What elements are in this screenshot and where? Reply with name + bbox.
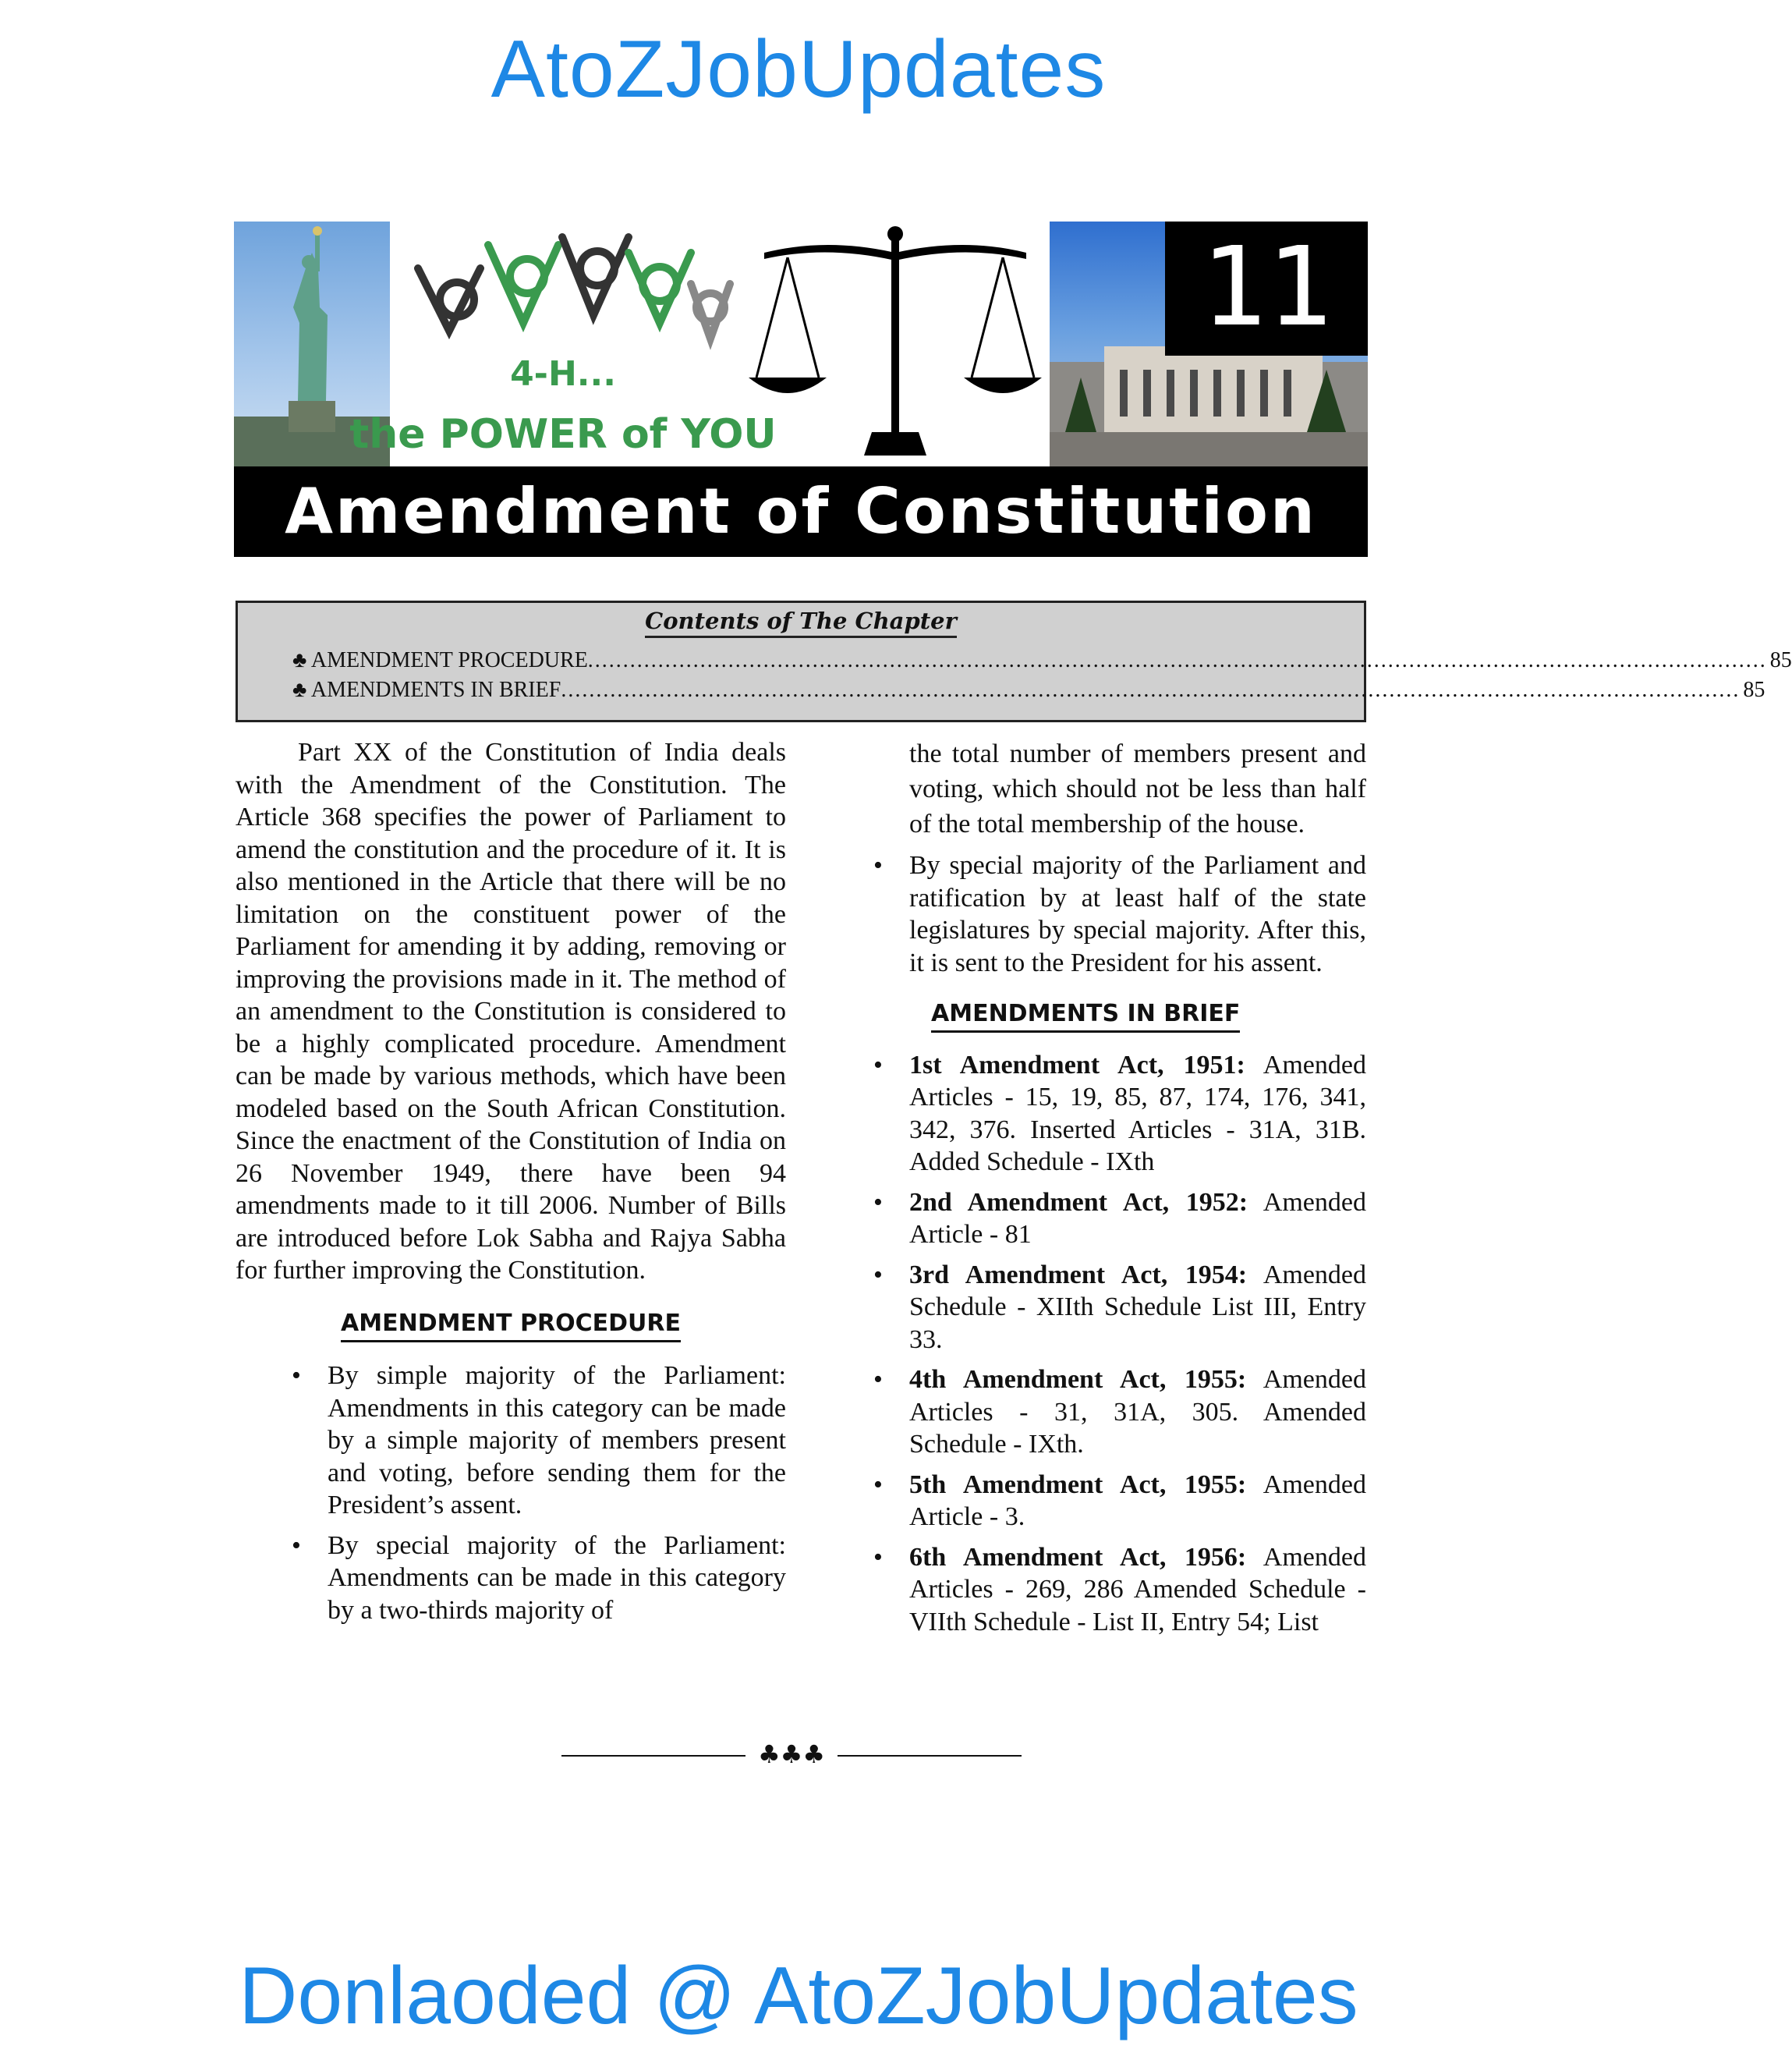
left-column <box>236 736 786 1626</box>
bullet-icon: • <box>292 1530 301 1560</box>
chapter-number-box <box>1165 222 1368 356</box>
contents-title: Contents of The Chapter <box>645 608 957 638</box>
right-column <box>873 736 1367 1638</box>
procedure-heading: AMENDMENT PROCEDURE <box>341 1310 681 1342</box>
amendment-act-title: 2nd Amendment Act, 1952: <box>909 1187 1248 1217</box>
bullet-icon: • <box>873 1470 883 1499</box>
list-item <box>873 1259 1367 1356</box>
amendment-act-text: Amended Articles - 269, 286 Amended Schedule - VIIth Schedule - List II, Entry 54; List <box>909 1542 1366 1636</box>
amendment-act-title: 3rd Amendment Act, 1954: <box>909 1260 1248 1289</box>
amendment-act-text: Amended Articles - 31, 31A, 305. Amended Schedule - IXth. <box>909 1365 1366 1459</box>
procedure-item-2-continued: the total number of members present and voting, which should not be less than half of the total membership of the house. <box>909 739 1366 838</box>
list-item <box>873 849 1366 979</box>
amendment-act-title: 1st Amendment Act, 1951: <box>909 1050 1245 1080</box>
separator-line <box>838 1755 1022 1757</box>
title-bar <box>234 466 1368 557</box>
procedure-item-2: By special majority of the Parliament: Amendments can be made in this category by a two-thirds majority of <box>328 1530 786 1625</box>
amendment-act-text: Amended Article - 81 <box>909 1187 1366 1249</box>
list-item <box>873 1363 1366 1461</box>
bullet-icon: • <box>873 1187 883 1217</box>
bullet-icon: • <box>873 1542 883 1572</box>
chapter-banner <box>234 222 1368 557</box>
toc-item-label: AMENDMENT PROCEDURE <box>310 648 588 672</box>
contents-box <box>236 601 1792 722</box>
procedure-item-1: By simple majority of the Parliament: Amendments in this category can be made by a simple majority of members present and voting, before sending them for the President’s assent. <box>328 1361 786 1519</box>
bullet-icon: • <box>873 1050 883 1080</box>
toc-item-label: AMENDMENTS IN BRIEF <box>310 678 561 702</box>
page-separator <box>561 1739 1029 1771</box>
four-h-logo-line1: 4-H... <box>510 354 616 394</box>
amendment-act-text: Amended Articles - 15, 19, 85, 87, 174, 176, 341, 342, 376. Inserted Articles - 31A, 31B. Added Schedule - IXth <box>909 1050 1366 1176</box>
list-item <box>292 1530 786 1627</box>
toc-item[interactable]: ♣ AMENDMENT PROCEDURE ........................................................................................................................................................................ 85 <box>292 647 1361 675</box>
chapter-title: Amendment of Constitution <box>285 475 1317 548</box>
bullet-icon: • <box>873 1365 883 1394</box>
list-item <box>292 1360 786 1522</box>
procedure-list-continued <box>873 849 1366 979</box>
intro-paragraph: Part XX of the Constitution of India deals with the Amendment of the Constitution. The Article 368 specifies the power of Parliament to amend the constitution and the procedure of it. It is also mentioned in the Article that there will be no limitation on the constituent power of the Parliament for amending it by adding, removing or improving the provisions made in it. The method of an amendment to the Constitution is considered to be a highly complicated procedure. Amendment can be made by various methods, which have been modeled based on the South African Constitution. Since the enactment of the Constitution of India on 26 November 1949, there have been 94 amendments made to it till 2006. Number of Bills are introduced before Lok Sabha and Rajya Sabha for further improving the Constitution. <box>236 738 786 1285</box>
list-item <box>873 1049 1366 1179</box>
four-h-logo-image <box>349 222 777 466</box>
list-item <box>873 1186 1366 1251</box>
watermark-bottom: Donlaoded @ AtoZJobUpdates <box>239 1951 1358 2041</box>
bullet-icon: • <box>873 1260 883 1289</box>
separator-line <box>561 1755 745 1757</box>
brief-heading: AMENDMENTS IN BRIEF <box>931 1000 1240 1033</box>
amendments-list <box>873 1049 1367 1639</box>
four-h-logo-line2: the POWER of YOU <box>349 411 777 458</box>
toc-item-page: 85 <box>1769 648 1792 672</box>
amendment-act-text: Amended Article - 3. <box>909 1470 1366 1531</box>
amendment-act-text: Amended Schedule - XIIth Schedule List III, Entry 33. <box>909 1260 1367 1354</box>
amendment-act-title: 5th Amendment Act, 1955: <box>909 1470 1247 1499</box>
bullet-icon: • <box>292 1361 301 1390</box>
amendment-act-title: 6th Amendment Act, 1956: <box>909 1542 1247 1572</box>
toc-item[interactable]: ♣ AMENDMENTS IN BRIEF ........................................................................................................................................................................ 85 <box>292 676 1361 704</box>
amendment-act-title: 4th Amendment Act, 1955: <box>909 1365 1247 1394</box>
watermark-top: AtoZJobUpdates <box>490 24 1107 115</box>
club-icons: ♣♣♣ <box>757 1739 826 1769</box>
club-icon: ♣ <box>292 678 307 702</box>
list-item <box>873 1541 1366 1639</box>
bullet-icon: • <box>873 851 883 880</box>
toc-item-page: 85 <box>1743 678 1765 702</box>
chapter-number: 11 <box>1200 224 1333 351</box>
procedure-list <box>236 1360 786 1626</box>
list-item <box>873 1469 1366 1533</box>
club-icon: ♣ <box>292 648 307 672</box>
procedure-item-3: By special majority of the Parliament and ratification by at least half of the state legislatures by special majority. After this, it is sent to the President for his assent. <box>909 851 1366 977</box>
